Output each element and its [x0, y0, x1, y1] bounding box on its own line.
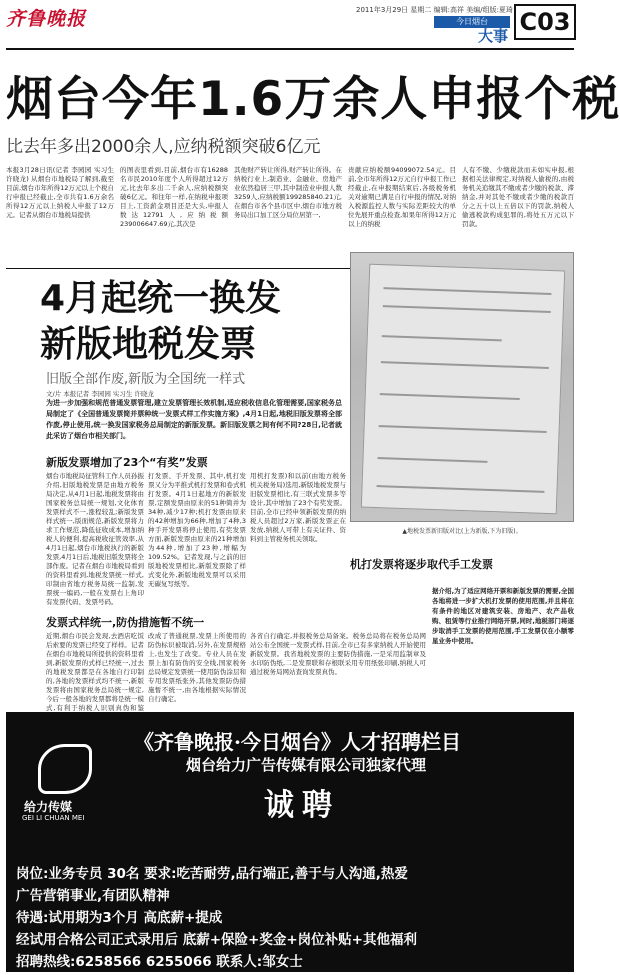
- top-rule: [6, 48, 574, 50]
- story1-headline: 烟台今年1.6万余人申报个税: [6, 72, 620, 127]
- ad-logo-english: GEI LI CHUAN MEI: [22, 814, 85, 822]
- story2-byline: 文/片 本报记者 李园园 实习生 许晓龙: [46, 390, 154, 398]
- ad-contact-line: 招聘热线:6258566 6255066 联系人:邹女士: [16, 954, 303, 970]
- ad-logo: [20, 744, 110, 824]
- section2-heading: 发票式样统一,防伪措施暂不统一: [46, 616, 205, 629]
- section-badge: [434, 16, 510, 44]
- page-number: C03: [514, 4, 576, 40]
- logo-swirl-icon: [38, 744, 92, 794]
- ad-title: 《齐鲁晚报·今日烟台》人才招聘栏目: [134, 730, 461, 754]
- story1-column: 的图表里看到,目前,烟台市有16288名市民2010年度个人所得超过12万元,比去年多出二千余人,应纳税额突破6亿元。和往年一样,在纳税申报项目上,工资薪金项目还是大头,申报人数达12791人,应纳税额239006647.69元,其次是: [120, 166, 228, 228]
- section2-column: 各省自行确定,并报税务总局备案。税务总局将在税务总局网站公布全国统一发票式样,目前,全市已有多家纳税人开始使用新版发票。我省地税发票的主要防伪措施,一是采用监制章及水印防伪纸,二是发票联和存根联采用专用纸张印刷,纳税人可通过税务局网站查询发票真伪。: [250, 632, 426, 676]
- story2-headline-line2: 新版地税发票: [40, 324, 257, 365]
- masthead: [0, 0, 580, 46]
- ad-line: 广告营销事业,有团队精神: [16, 888, 170, 904]
- ad-hiring-label: 诚聘: [264, 788, 340, 823]
- section-main-label: 大事: [477, 27, 508, 45]
- ad-line: 经试用合格公司正式录用后 底薪+保险+奖金+岗位补贴+其他福利: [16, 932, 417, 948]
- ad-line: 岗位:业务专员 30名 要求:吃苦耐劳,品行端正,善于与人沟通,热爱: [16, 866, 408, 882]
- side-heading: 机打发票将逐步取代手工发票: [350, 558, 493, 571]
- story2-subheadline: 旧版全部作废,新版为全国统一样式: [46, 372, 246, 387]
- story2-headline-line1: 4月起统一换发: [40, 278, 282, 319]
- section2-column: 近期,烟台市民会发现,去酒店吃饭后索要的发票已经变了样样。记者在烟台市地税局所提供的资料里看到,新版发票的式样已经统一,过去的地税发票都是在各地自行印制的,各地的发票样式均不统一,新版发票将由国家税务总局统一规定,今后一般各地的发票都将是统一模式,有利于纳税人识别真伪和鉴: [46, 632, 144, 712]
- section1-heading: 新版发票增加了23个“有奖”发票: [46, 456, 208, 469]
- story1-column: 人有不缴、少缴税款而未如实申报,根据相关法律规定,对纳税人偷税的,由税务机关追缴其不缴或者少缴的税款、滞纳金,并对其处不缴或者少缴的税款百分之五十以上五倍以下的罚款,纳税人偷逃税款构成犯罪的,将处五万元以下罚款。: [462, 166, 574, 228]
- ad-subtitle: 烟台给力广告传媒有限公司独家代理: [186, 756, 427, 774]
- invoice-document-image: [361, 264, 565, 515]
- story2-lead: 为进一步加强和规范普通发票管理,建立发票管理长效机制,适应税收信息化管理需要,国家税务总局制定了《全国普通发票简并票种统一发票式样工作实施方案》,4月1日起,地税旧版发票将全部作废,停止使用,统一换发国家税务总局制定的新版发票。新旧版发票之间有何不同?28日,记者就此采访了烟台市相关部门。: [46, 399, 342, 440]
- story2-headline: [40, 276, 281, 368]
- story1-column: 其他财产转让所得,财产转让所得。在纳税行业上,制造业、金融业、房地产业依然稳居三甲,其中制造业申报人数3259人,应纳税额199285840.21元,在烟台市各个县市区中,烟台市地方税务局出口加工区分局位居第一,: [234, 166, 342, 219]
- newspaper-logo: 齐鲁晚报: [6, 8, 87, 30]
- section-top-label: 今日烟台: [434, 16, 510, 28]
- section1-column: 烟台市地税局征管科工作人员孙振介绍,旧版地税发票是由地方税务局决定,从4月1日起,地税发票将由国家税务总局统一规划,文化体育发票样式不一,涨程较乱;新版发票样式统一,版面规范,新版发票将力求工作规范,降低征收成本,增加纳税人的便利,提高税收征管效率,从4月1日起,烟台市地税执行的新版发票,4月1日后,地税旧版发票将全部作废。记者在烟台市地税局看到的资料里看到,地税发票统一样式,印制由省地方税务局统一监制,发票统一编码,一般在发票右上角印有发票代码、发票号码。: [46, 472, 144, 606]
- section1-column: 打发票、手开发票、其中,机打发票又分为平推式机打发票和卷式机打发票。4月1日起地方的新版发票,定额发票由原来的51种简并为34种,减少17种;机打发票由原来的42种增加为66种,增加了4种,3种手开发票将停止使用,有奖发票方面,新版发票由原来的21种增加为44种,增加了23种,增幅为109.52%。记者发现,与之前的旧版地税发票相比,新版发票除了样式变化外,新版地税发票可以采用无碳复写纸等。: [148, 472, 246, 588]
- invoice-photo: [350, 252, 574, 522]
- photo-caption: ▲地税发票新旧版对比(上为新版,下为旧版)。: [402, 528, 522, 535]
- story1-subheadline: 比去年多出2000余人,应纳税额突破6亿元: [6, 137, 321, 157]
- section2-column: 改成了普通税票,发票上所使用的防伪标识被取消,另外,在发票规格上,也发生了改变。专业人员在发票上加有防伪的安全线,国家税务总局规定发票统一使用防伪涂层和专用发票纸张外,其他发票防伪措施暂不统一,由各地根据实际情况自行确定。: [148, 632, 246, 703]
- ad-line: 待遇:试用期为3个月 高底薪+提成: [16, 910, 223, 926]
- ad-logo-name: 给力传媒: [24, 800, 73, 814]
- side-text: 据介绍,为了适应网络开票和新版发票的需要,全国各地将进一步扩大机打发票的使用范围,并且将在有条件的地区对建筑安装、房地产、农产品收购、租赁等行业推行网络开票,同时,地税部门将逐步取消手工发票的使用范围,手工发票仅在小额零星业务中使用。: [432, 587, 574, 645]
- story1-column: 本报3月28日讯(记者 李园园 实习生 许晓龙) 从烟台市地税局了解到,截至目前,烟台市年所得12万元以上个税自行申报已经截止,全市共有1.6万余名所得12万元以上纳税人申报了12万元。记者从烟台市地税局提供: [6, 166, 114, 219]
- section1-column: 用机打发票)和以前(由地方税务机关税务局)选用,新版地税发票与旧版发票相比,有三联式发票多等设计,其中增加了23个有奖发票。目前,全市已经申领新版发票的纳税人员超过2万家,新版发票正在发放,纳税人可带上有关证件、资料到主管税务机关领取。: [250, 472, 346, 543]
- story1-column: 贵献应纳税额94099072.54元。目前,全市年所得12万元自行申报工作已经截止,在申报期结束后,各级税务机关对逾期已满足自行申报的情况,对纳入税源监控人数与实际差距较大的单位先展开重点检查,如果年所得12万元以上的纳税: [348, 166, 456, 228]
- recruitment-ad: [6, 712, 574, 972]
- date-line: 2011年3月29日 星期二 编辑:高祥 美编/组版:夏琦: [356, 6, 513, 14]
